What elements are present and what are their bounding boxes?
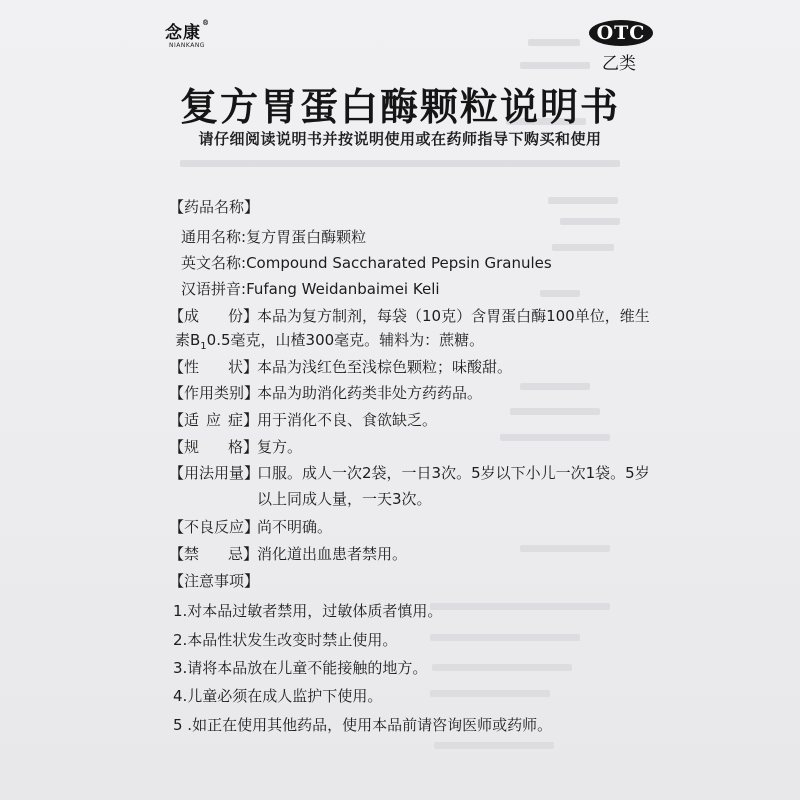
brand-logo-text: 念康 <box>165 23 201 43</box>
heading-indication: 【适 应 症】 <box>169 411 259 429</box>
contraindications-text: 消化道出血患者禁用。 <box>257 545 408 563</box>
category-text: 本品为助消化药类非处方药药品。 <box>257 384 483 402</box>
heading-drug-name: 【药品名称】 <box>169 198 260 216</box>
brand-logo <box>165 18 210 49</box>
spec-text: 复方。 <box>257 438 303 456</box>
show-through-mark <box>432 664 572 671</box>
pinyin-row <box>181 280 440 298</box>
otc-badge: OTC <box>589 20 653 46</box>
precaution-item: 3.请将本品放在儿童不能接触的地方。 <box>173 659 428 677</box>
precaution-item: 2.本品性状发生改变时禁止使用。 <box>173 631 398 649</box>
precaution-item: 4.儿童必须在成人监护下使用。 <box>173 687 383 705</box>
show-through-mark <box>520 62 590 69</box>
show-through-mark <box>520 545 610 552</box>
adverse-text: 尚不明确。 <box>257 518 333 536</box>
show-through-mark <box>430 634 580 641</box>
precaution-item: 5 .如正在使用其他药品，使用本品前请咨询医师或药师。 <box>173 716 553 734</box>
document-subtitle: 请仔细阅读说明书并按说明使用或在药师指导下购买和使用 <box>198 130 602 148</box>
show-through-mark <box>500 434 610 441</box>
heading-composition: 【成 份】 <box>169 307 259 325</box>
show-through-mark <box>560 218 620 225</box>
show-through-mark <box>510 408 600 415</box>
heading-precautions: 【注意事项】 <box>169 572 260 590</box>
english-name-row <box>181 254 552 272</box>
heading-spec: 【规 格】 <box>169 438 259 456</box>
brand-logo-en: NIANKANG <box>169 42 205 49</box>
english-name-label: 英文名称: <box>181 254 247 272</box>
show-through-mark <box>430 690 550 697</box>
pinyin-label: 汉语拼音: <box>181 280 247 298</box>
character-text: 本品为浅红色至浅棕色颗粒；味酸甜。 <box>257 358 513 376</box>
dosage-line-1: 口服。成人一次2袋，一日3次。5岁以下小儿一次1袋。5岁 <box>257 464 650 482</box>
heading-adverse: 【不良反应】 <box>169 518 260 536</box>
generic-name-label: 通用名称: <box>181 228 247 246</box>
indication-text: 用于消化不良、食欲缺乏。 <box>257 411 438 429</box>
show-through-mark <box>434 742 554 749</box>
registered-mark: ® <box>202 18 210 27</box>
heading-category: 【作用类别】 <box>169 384 260 402</box>
document-title: 复方胃蛋白酶颗粒说明书 <box>179 85 620 129</box>
show-through-mark <box>520 383 590 390</box>
show-through-mark <box>528 39 580 46</box>
heading-character: 【性 状】 <box>169 358 259 376</box>
precaution-item: 1.对本品过敏者禁用，过敏体质者慎用。 <box>173 602 443 620</box>
show-through-mark <box>540 290 580 297</box>
pinyin-value: Fufang Weidanbaimei Keli <box>246 280 440 298</box>
generic-name-row <box>181 228 366 246</box>
composition-line-1: 本品为复方制剂，每袋（10克）含胃蛋白酶100单位，维生 <box>257 307 650 325</box>
composition-line-2: 素$B_10.5$毫克，山楂300毫克。辅料为：蔗糖。 <box>175 331 485 352</box>
otc-class-label: 乙类 <box>602 54 636 74</box>
english-name-value: Compound Saccharated Pepsin Granules <box>246 254 552 272</box>
show-through-mark <box>552 244 614 251</box>
dosage-line-2: 以上同成人量，一天3次。 <box>257 490 432 508</box>
show-through-mark <box>430 603 610 610</box>
heading-dosage: 【用法用量】 <box>169 464 260 482</box>
heading-contraindications: 【禁 忌】 <box>169 545 259 563</box>
generic-name-value: 复方胃蛋白酶颗粒 <box>246 228 367 246</box>
show-through-mark <box>548 197 618 204</box>
show-through-mark <box>180 160 620 167</box>
